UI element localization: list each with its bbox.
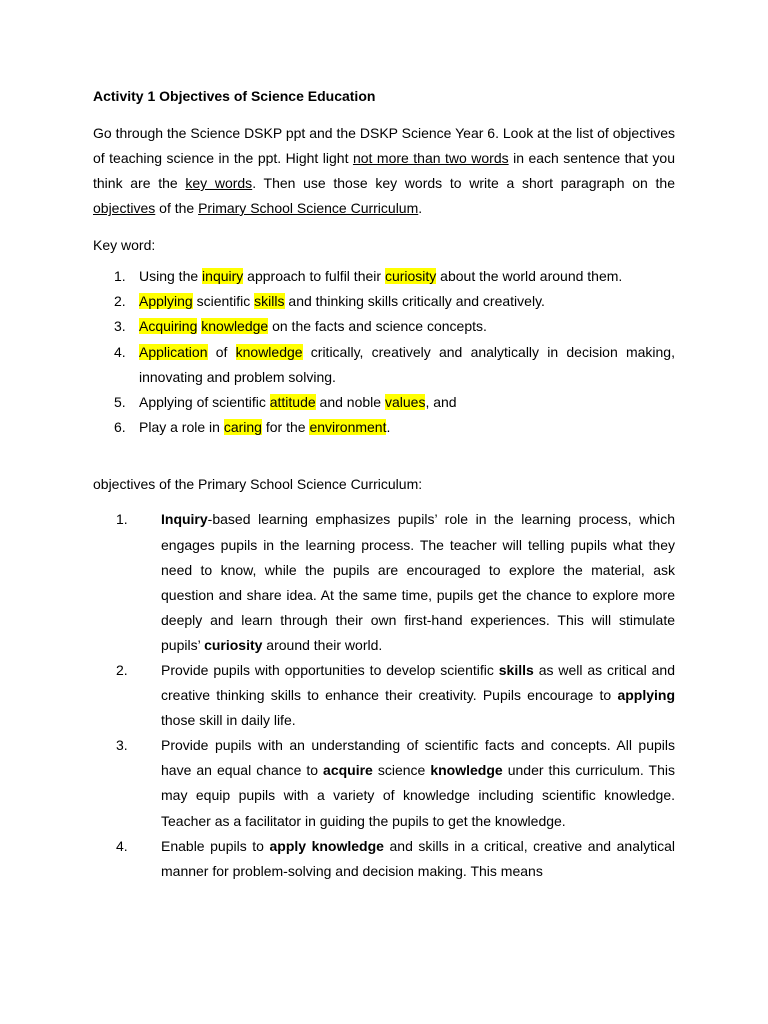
item-text: Applying of scientific	[139, 394, 270, 411]
keyword-item	[93, 289, 675, 314]
bold-keyword: knowledge	[430, 762, 503, 779]
item-text: Using the	[139, 268, 203, 284]
highlighted-keyword: caring	[223, 419, 262, 436]
intro-underline: Primary School Science Curriculum	[198, 200, 419, 216]
item-text: about the world around them.	[436, 268, 623, 284]
list-number: 1.	[116, 511, 128, 528]
highlighted-keyword: curiosity	[384, 268, 437, 284]
item-text: and thinking skills critically and creatively.	[284, 293, 545, 310]
item-text: around their world.	[262, 636, 383, 653]
keyword-item	[93, 314, 675, 339]
item-text: -based learning emphasizes pupils’ role in the learning process, which engages pupils in the learning process. The teacher will telling pupils what they need to know, while the pupils are encouraged to explore the material, ask question and share idea. At the same time, pupils get the chance to explore more deeply and learn through their own first-hand experiences. This will stimulate pupils’	[161, 511, 675, 653]
item-text: approach to fulfil their	[243, 268, 385, 284]
item-text: Provide pupils with an understanding of scientific facts and concepts. All pupils have an equal chance to	[161, 737, 675, 779]
objectives-list	[93, 507, 675, 883]
keyword-label: Key word:	[93, 237, 156, 253]
item-text: those skill in daily life.	[161, 712, 296, 729]
item-text: and noble	[315, 394, 385, 411]
list-number: 2.	[114, 293, 126, 310]
highlighted-keyword: attitude	[269, 394, 316, 411]
intro-paragraph	[93, 121, 675, 221]
intro-text: in each sentence that you think are the	[93, 150, 676, 191]
keyword-list	[93, 264, 675, 440]
highlighted-keyword: knowledge	[201, 318, 269, 335]
item-text: Provide pupils with opportunities to develop scientific	[161, 661, 499, 678]
keyword-item	[93, 415, 675, 440]
spacer	[93, 440, 675, 472]
intro-text: of the	[155, 200, 199, 216]
bold-keyword: curiosity	[204, 636, 263, 653]
list-number: 3.	[116, 737, 128, 754]
list-number: 3.	[114, 318, 126, 335]
highlighted-keyword: Applying	[139, 293, 193, 310]
item-text: critically, creatively and analytically in decision making, innovating and problem solving.	[139, 343, 675, 385]
document-title: Activity 1 Objectives of Science Education	[93, 88, 376, 104]
item-text: on the facts and science concepts.	[268, 318, 487, 335]
keyword-item	[93, 340, 675, 390]
item-text: , and	[425, 394, 457, 411]
objective-item	[93, 733, 675, 833]
item-text: as well as critical and creative thinking skills to enhance their creativity. Pupils encourage to	[161, 661, 675, 704]
intro-text: . Then use those key words to write a short paragraph on the	[252, 175, 675, 191]
objective-item	[93, 834, 675, 884]
list-number: 6.	[114, 419, 126, 436]
objective-item	[93, 507, 675, 658]
item-text: of	[207, 343, 236, 360]
document-page	[93, 85, 675, 884]
item-text: under this curriculum. This may equip pupils with a variety of knowledge including scientific knowledge. Teacher as a facilitator in guiding the pupils to get the knowledge.	[161, 762, 675, 829]
list-number: 2.	[116, 661, 128, 678]
intro-underline: not more than two words	[352, 150, 509, 166]
item-text: science	[372, 762, 431, 779]
bold-keyword: acquire	[323, 762, 373, 779]
item-text: .	[386, 419, 391, 436]
highlighted-keyword: environment	[309, 419, 387, 436]
highlighted-keyword: Application	[139, 343, 208, 360]
list-number: 4.	[116, 837, 128, 854]
item-text: Play a role in	[139, 419, 224, 436]
bold-keyword: applying	[617, 687, 675, 704]
highlighted-keyword: skills	[254, 293, 285, 310]
item-text: scientific	[192, 293, 255, 310]
bold-keyword: skills	[498, 661, 534, 678]
item-text: Enable pupils to	[161, 837, 270, 854]
objectives-label: objectives of the Primary School Science Curriculum:	[93, 476, 423, 493]
list-number: 1.	[114, 268, 126, 284]
keyword-item	[93, 264, 675, 289]
item-text: for the	[261, 419, 310, 436]
list-number: 4.	[114, 343, 126, 360]
intro-underline: key words	[185, 175, 253, 191]
keyword-item	[93, 390, 675, 415]
item-text: and skills in a critical, creative and analytical manner for problem-solving and decision making. This means	[161, 837, 675, 879]
intro-text: .	[418, 200, 423, 216]
bold-keyword: apply knowledge	[269, 837, 384, 854]
highlighted-keyword: knowledge	[235, 343, 303, 360]
list-number: 5.	[114, 394, 126, 411]
highlighted-keyword: values	[384, 394, 426, 411]
bold-keyword: Inquiry	[161, 511, 208, 528]
objective-item	[93, 658, 675, 733]
highlighted-keyword: Acquiring	[139, 318, 198, 335]
highlighted-keyword: inquiry	[202, 268, 244, 284]
intro-underline: objectives	[93, 200, 156, 216]
intro-text: Go through the Science DSKP ppt and the DSKP Science Year 6. Look at the list of objectives of teaching science in the ppt. Hight light	[93, 125, 675, 166]
